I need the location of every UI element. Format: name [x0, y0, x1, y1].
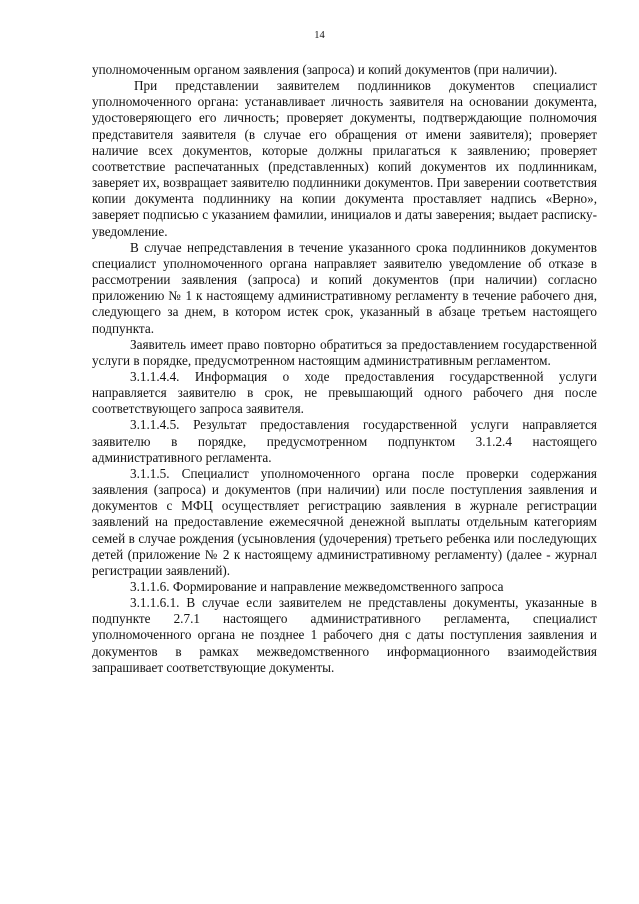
- paragraph-8: 3.1.1.6. Формирование и направление межведомственного запроса: [130, 579, 504, 594]
- page-number: 14: [314, 30, 325, 41]
- paragraph-1: уполномоченным органом заявления (запроса) и копий документов (при наличии).: [92, 62, 558, 77]
- paragraph-4: Заявитель имеет право повторно обратиться за предоставлением государственной услуги в порядке, предусмотренном настоящим административным регламентом.: [92, 336, 597, 368]
- paragraph-5: 3.1.1.4.4. Информация о ходе предоставления государственной услуги направляется заявителю в срок, не превышающий одного рабочего дня после соответствующего запроса заявителя.: [92, 368, 597, 417]
- paragraph-9: 3.1.1.6.1. В случае если заявителем не представлены документы, указанные в подпункте 2.7.1 настоящего административного регламента, специалист уполномоченного органа не позднее 1 рабочего дня с даты поступления заявления и документов в рамках межведомственного информационного взаимодействия запрашивает соответствующие документы.: [92, 595, 597, 675]
- paragraph-2: При представлении заявителем подлинников документов специалист уполномоченного органа: устанавливает личность заявителя на основании документа, удостоверяющего его личность; проверяет документы, подтверждающие полномочия представителя заявителя (в случае его обращения от имени заявителя); проверяет наличие всех документов, которые должны прилагаться к заявлению; проверяет соответствие распечатанных (представленных) копий документов их подлинникам, заверяет их, возвращает заявителю подлинники документов. При заверении соответствия копии документа подлиннику на копии документа проставляет надпись «Верно», заверяет подписью с указанием фамилии, инициалов и даты заверения; выдает расписку-уведомление.: [92, 78, 597, 239]
- document-body: [92, 62, 597, 676]
- paragraph-6: 3.1.1.4.5. Результат предоставления государственной услуги направляется заявителю в порядке, предусмотренном подпунктом 3.1.2.4 настоящего административного регламента.: [92, 417, 597, 465]
- paragraph-7: 3.1.1.5. Специалист уполномоченного органа после проверки содержания заявления (запроса) и документов (при наличии) или после поступления заявления и документов с МФЦ осуществляет регистрацию заявления в журнале регистрации заявлений на предоставление ежемесячной денежной выплаты отдельным категориям семей в случае рождения (усыновления (удочерения) третьего ребенка или последующих детей (приложение № 2 к настоящему административному регламенту) (далее - журнал регистрации заявлений).: [92, 465, 597, 578]
- paragraph-3: В случае непредставления в течение указанного срока подлинников документов специалист уполномоченного органа направляет заявителю уведомление об отказе в рассмотрении заявления (запроса) и копий документов (при наличии) согласно приложению № 1 к настоящему административному регламенту в течение рабочего дня, следующего за днем, в котором истек срок, указанный в абзаце третьем настоящего подпункта.: [92, 239, 597, 336]
